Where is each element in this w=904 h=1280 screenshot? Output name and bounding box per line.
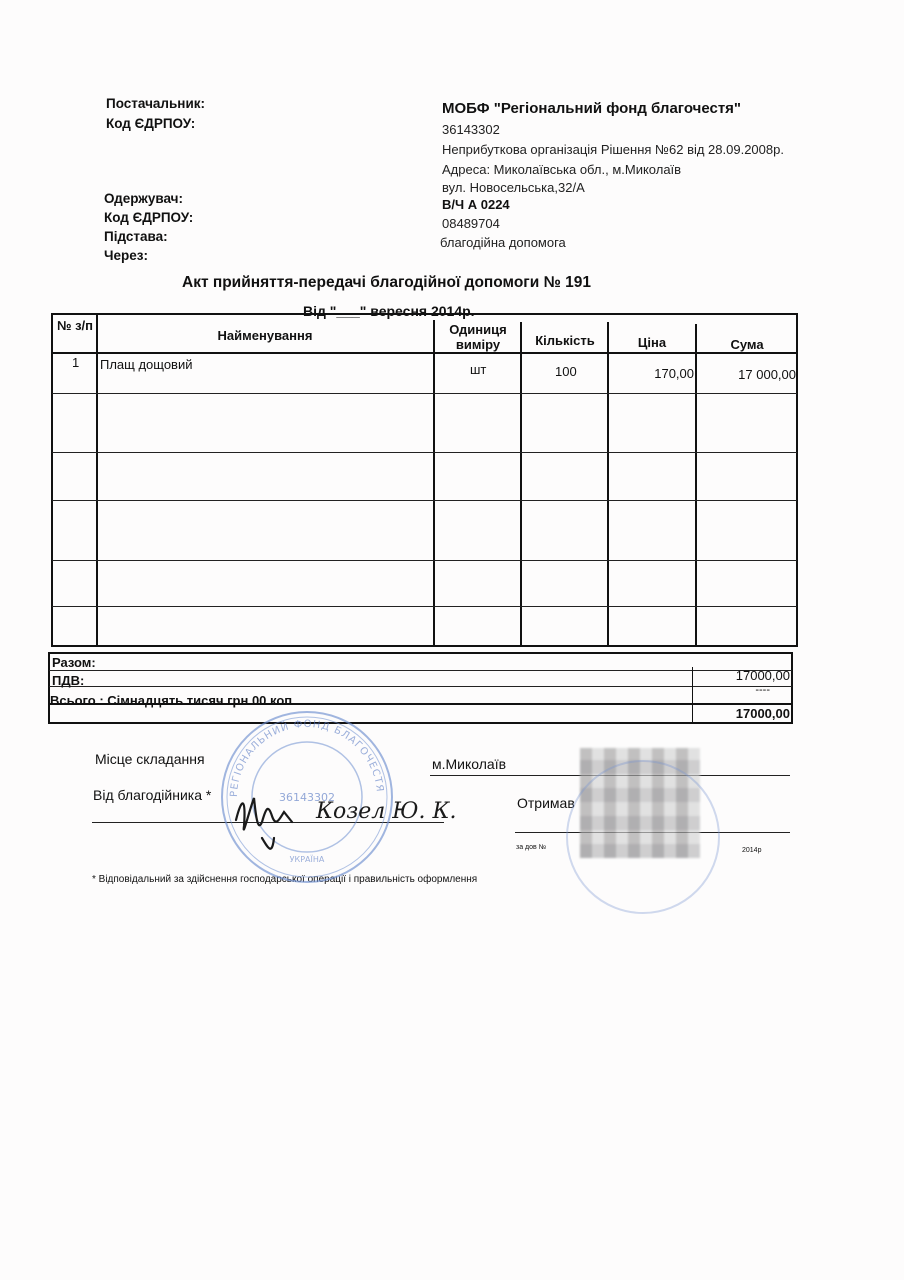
basis-label: Підстава: xyxy=(104,229,168,244)
col-header-number: № з/п xyxy=(56,318,94,333)
document-date: Від "___" вересня 2014р. xyxy=(303,303,475,319)
table-col-divider xyxy=(520,322,522,646)
totals-col-divider xyxy=(692,667,693,724)
via-label: Через: xyxy=(104,248,148,263)
receiver-stamp xyxy=(566,760,720,914)
receiver-year: 2014р xyxy=(742,847,762,854)
signature-icon xyxy=(228,778,457,858)
table-col-divider xyxy=(607,322,609,646)
table-row-divider xyxy=(52,452,797,453)
row-number: 1 xyxy=(72,355,80,370)
footnote: * Відповідальний за здійснення господарської операції і правильність оформлення xyxy=(92,874,478,885)
total-value: 17000,00 xyxy=(735,706,790,721)
table-col-divider xyxy=(433,320,435,646)
place-value: м.Миколаїв xyxy=(432,756,507,772)
totals-divider xyxy=(49,670,792,671)
table-row-divider xyxy=(52,606,797,607)
receiver-label: Отримав xyxy=(517,795,575,811)
total-label: Всього : Сімнадцять тисяч грн 00 коп xyxy=(50,693,293,708)
place-label: Місце складання xyxy=(95,751,205,767)
totals-divider xyxy=(49,686,792,687)
stamp-text: РЕГІОНАЛЬНИЙ ФОНД БЛАГОЧЕСТЯ xyxy=(228,718,385,798)
stamp-code: 36143302 xyxy=(279,791,335,804)
row-unit: шт xyxy=(470,362,487,377)
signature-text: Козел Ю. К. xyxy=(316,799,457,824)
table-col-divider xyxy=(695,324,697,646)
col-header-quantity: Кількість xyxy=(535,333,595,348)
basis-value: благодійна допомога xyxy=(440,235,566,250)
row-quantity: 100 xyxy=(555,364,577,379)
row-sum: 17 000,00 xyxy=(738,367,796,382)
table-row-divider xyxy=(52,560,797,561)
receiver-proxy-label: за дов № xyxy=(516,844,547,851)
row-name: Плащ дощовий xyxy=(100,357,193,372)
col-header-price: Ціна xyxy=(637,335,667,350)
subtotal-value: 17000,00 xyxy=(735,668,790,683)
subtotal-label: Разом: xyxy=(52,655,96,670)
table-row-divider xyxy=(52,500,797,501)
stamp-country: УКРАЇНА xyxy=(289,855,325,864)
row-price: 170,00 xyxy=(654,366,694,381)
table-header-divider xyxy=(52,352,797,354)
supplier-address-line1: Адреса: Миколаївська обл., м.Миколаїв xyxy=(442,162,682,177)
supplier-name: МОБФ "Регіональний фонд благочестя" xyxy=(442,100,742,117)
recipient-code-label: Код ЄДРПОУ: xyxy=(104,210,194,225)
supplier-code-label: Код ЄДРПОУ: xyxy=(106,116,196,131)
col-header-sum: Сума xyxy=(730,337,764,352)
col-header-unit: Одиниця виміру xyxy=(449,322,507,352)
recipient-name: В/Ч А 0224 xyxy=(442,197,510,212)
supplier-address-line2: вул. Новосельська,32/А xyxy=(442,180,585,195)
col-header-name: Найменування xyxy=(217,328,313,343)
supplier-label: Постачальник: xyxy=(106,96,205,111)
donor-signature xyxy=(228,778,457,858)
table-col-divider xyxy=(96,314,98,646)
document-title: Акт прийняття-передачі благодійної допомоги № 191 xyxy=(182,274,592,291)
totals-block xyxy=(48,652,793,724)
recipient-code: 08489704 xyxy=(442,216,500,231)
supplier-code: 36143302 xyxy=(442,122,500,137)
vat-label: ПДВ: xyxy=(52,673,85,688)
supplier-note: Неприбуткова організація Рішення №62 від 28.09.2008р. xyxy=(442,142,784,157)
donor-label: Від благодійника * xyxy=(93,787,212,803)
table-row-divider xyxy=(52,393,797,394)
recipient-label: Одержувач: xyxy=(104,191,184,206)
vat-value: ---- xyxy=(755,684,770,696)
